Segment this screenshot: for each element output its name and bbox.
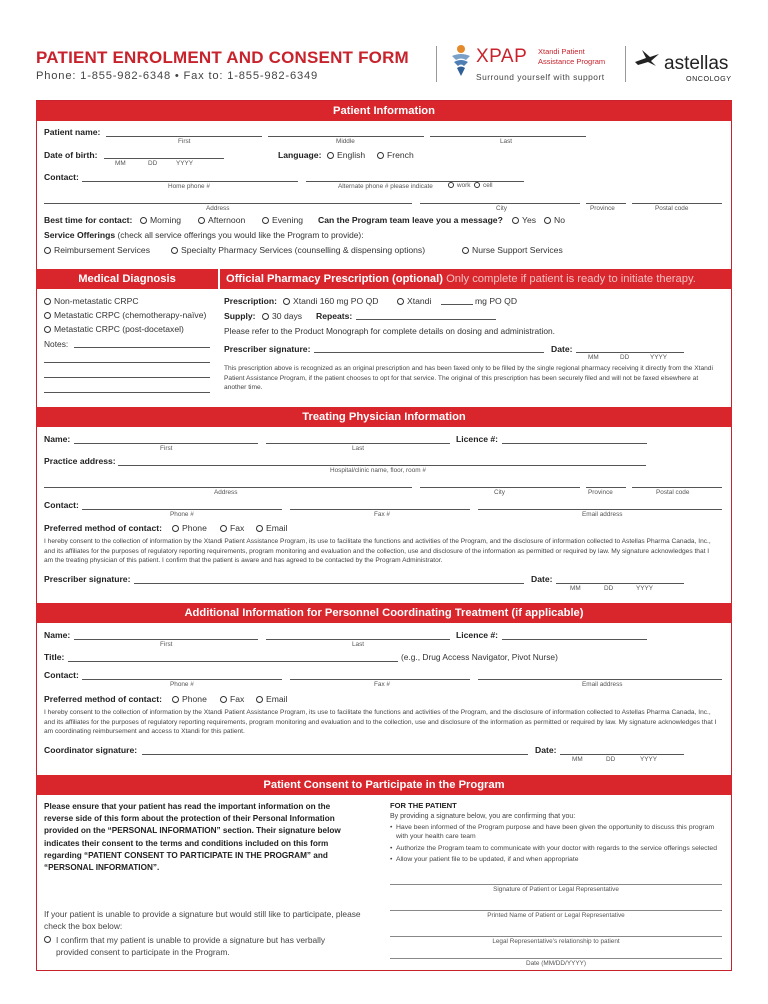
coordinator-date-label: Date: [535,745,557,755]
personnel-consent-text: I hereby consent to the collection of information by the Xtandi Patient Assistance Program, its use to facilitate the functions and activities of the Program, and the disclosure of information collected to Astellas Pharma Canada, Inc., and its affiliates for the purposes of regulatory reporting requirements, program monitoring and evaluation and to the collection, use and disclosure of the information as permitted or required by law. My signature acknowledges that I am coordinating reimbursement and access to Xtandi for this patient. [44,709,717,735]
physician-city-field[interactable] [420,487,580,488]
prescription-label: Prescription: [224,296,278,306]
physician-date-label: Date: [531,574,553,584]
alt-work-radio[interactable]: work [448,182,471,189]
rx-mm: MM [588,354,599,361]
personnel-email-field[interactable] [478,679,722,680]
service-reimbursement-checkbox[interactable]: Reimbursement Services [44,245,150,255]
physician-consent-text: I hereby consent to the collection of information by the Xtandi Patient Assistance Program, its use to facilitate the functions and activities of the Program, and the disclosure of information collected to Astellas Pharma Canada, Inc., and its affiliates for the purposes of regulatory reporting requirements, program monitoring and evaluation and the collection, use and disclosure of the information as permitted or required by law. My signature acknowledges that I am the treating physician of this patient. I confirm that the patient is aware and has agreed to be contacted by the Program Administrator. [44,538,711,564]
coordinator-signature-label: Coordinator signature: [44,745,138,755]
physician-contact-label: Contact: [44,500,79,510]
relationship-caption: Legal Representative's relationship to patient [492,938,620,945]
rx-mg-po-qd: mg PO QD [475,296,518,306]
best-time-evening-radio[interactable]: Evening [262,215,303,225]
dob-yyyy-caption: YYYY [176,160,194,167]
notes-line-4[interactable] [44,392,210,393]
physician-last-name-field[interactable] [266,443,450,444]
service-offerings-line [44,230,364,240]
physician-province-caption: Province [588,489,613,496]
physician-phone-caption: Phone # [170,511,194,518]
patient-first-name-field[interactable] [106,136,262,137]
patient-printed-name-field[interactable] [390,910,722,911]
personnel-pref-label: Preferred method of contact: [44,694,162,704]
practice-hospital-field[interactable] [118,465,646,466]
patient-name-label: Patient name: [44,127,101,137]
notes-label: Notes: [44,339,69,349]
home-phone-caption: Home phone # [168,183,210,190]
leave-message-label: Can the Program team leave you a message? [318,215,503,225]
consent-bullet-3: • Allow your patient file to be updated, if and when appropriate [390,856,720,865]
header-divider-2 [625,46,626,82]
hospital-caption: Hospital/clinic name, floor, room # [330,467,426,474]
physician-email-caption: Email address [582,511,623,518]
personnel-licence-field[interactable] [502,639,647,640]
dob-label: Date of birth: [44,150,98,160]
patient-postal-field[interactable] [632,203,722,204]
middle-caption: Middle [336,138,355,145]
leave-message-yes-radio[interactable]: Yes [512,215,536,225]
rx-yyyy: YYYY [650,354,668,361]
personnel-title-label: Title: [44,652,65,662]
repeats-label: Repeats: [316,311,353,321]
physician-licence-label: Licence #: [456,434,499,444]
home-phone-field[interactable] [82,181,298,182]
last-caption: Last [500,138,513,145]
patient-city-field[interactable] [420,203,580,204]
xpap-figure-icon [448,44,474,78]
personnel-title-example: (e.g., Drug Access Navigator, Pivot Nurse) [401,652,558,662]
physician-signature-field[interactable] [134,583,524,584]
best-time-morning-radio[interactable]: Morning [140,215,181,225]
consent-instruction: Please ensure that your patient has read the important information on the reverse side of this form about the protection of their Personal Information provided on the “PERSONAL INFORMATION” section. Their signature below indicates their consent to the terms and conditions included on this form regarding “PATIENT CONSENT TO PARTICIPATE IN THE PROGRAM” and “PERSONAL INFORMATION”. [44,802,341,873]
province-caption: Province [590,205,615,212]
xpap-logo: XPAP [476,46,528,67]
best-time-label: Best time for contact: [44,215,133,225]
diagnosis-metastatic-naive-radio[interactable]: Metastatic CRPC (chemotherapy-naïve) [44,310,206,320]
notes-line-2[interactable] [44,362,210,363]
patient-province-field[interactable] [586,203,626,204]
city-caption: City [496,205,508,212]
personnel-email-caption: Email address [582,681,623,688]
prescriber-signature-field[interactable] [314,352,544,353]
patient-middle-name-field[interactable] [268,136,424,137]
personnel-title-field[interactable] [68,661,398,662]
dob-dd-caption: DD [148,160,158,167]
physician-province-field[interactable] [586,487,626,488]
physician-pref-fax-radio[interactable]: Fax [220,523,244,533]
rx-dd: DD [620,354,630,361]
consent-date-field[interactable] [390,958,722,959]
rx-date-field[interactable] [576,352,684,353]
dob-field[interactable] [104,158,224,159]
header-divider [436,46,437,82]
supply-30-days-radio[interactable]: 30 days [262,311,302,321]
personnel-phone-caption: Phone # [170,681,194,688]
language-french-radio[interactable]: French [377,150,428,160]
xpap-sub1: Xtandi Patient [538,47,585,56]
section-treating-physician: Treating Physician Information [36,407,732,427]
supply-label: Supply: [224,311,256,321]
physician-name-label: Name: [44,434,71,444]
physician-city-caption: City [494,489,506,496]
personnel-pref-phone-radio[interactable]: Phone [172,694,207,704]
service-offerings-label: Service Offerings [44,230,116,240]
section-medical-diagnosis: Medical Diagnosis [36,269,218,289]
by-signing-note: By providing a signature below, you are confirming that you: [390,813,576,820]
personnel-licence-label: Licence #: [456,630,499,640]
phys-yyyy: YYYY [636,585,654,592]
personnel-last-caption: Last [352,641,365,648]
xpap-tagline: Surround yourself with support [476,72,605,82]
notes-line-3[interactable] [44,377,210,378]
physician-address-field[interactable] [44,487,412,488]
consent-verbal-checkbox[interactable]: I confirm that my patient is unable to provide a signature but has verbally provided consent to participate in the Program. [44,934,356,958]
physician-fax-field[interactable] [290,509,470,510]
personnel-pref-fax-radio[interactable]: Fax [220,694,244,704]
repeats-field[interactable] [356,319,496,320]
coordinator-signature-field[interactable] [142,754,528,755]
language-english-radio[interactable]: English [327,150,379,160]
physician-phone-field[interactable] [82,509,282,510]
physician-date-field[interactable] [556,583,684,584]
coord-mm: MM [572,756,583,763]
phys-dd: DD [604,585,614,592]
practice-address-label: Practice address: [44,456,116,466]
patient-signature-field[interactable] [390,884,722,885]
personnel-fax-caption: Fax # [374,681,390,688]
monograph-note: Please refer to the Product Monograph for complete details on dosing and administration. [224,326,556,336]
personnel-name-label: Name: [44,630,71,640]
xpap-sub2: Assistance Program [538,57,606,66]
coordinator-date-field[interactable] [560,754,684,755]
consent-bullets [390,824,720,865]
astellas-sub: ONCOLOGY [686,74,732,83]
physician-email-field[interactable] [478,509,722,510]
rx-xtandi-custom-radio[interactable]: Xtandi [397,296,431,306]
consent-bullet-2: • Authorize the Program team to communicate with your doctor with regards to the service offerings selected [390,845,720,854]
alt-cell-radio[interactable]: cell [474,182,493,189]
service-nurse-support-checkbox[interactable]: Nurse Support Services [462,245,563,255]
physician-pref-label: Preferred method of contact: [44,523,162,533]
alt-phone-caption: Alternate phone # please indicate [338,183,433,190]
diagnosis-metastatic-post-docetaxel-radio[interactable]: Metastatic CRPC (post-docetaxel) [44,324,184,334]
personnel-last-name-field[interactable] [266,639,450,640]
physician-first-caption: First [160,445,173,452]
legal-rep-relationship-field[interactable] [390,936,722,937]
consent-unable-note: If your patient is unable to provide a signature but would still like to participate, please check the box below: [44,909,361,931]
physician-pref-email-radio[interactable]: Email [256,523,288,533]
personnel-contact-label: Contact: [44,670,79,680]
diagnosis-non-metastatic-radio[interactable]: Non-metastatic CRPC [44,296,139,306]
personnel-first-caption: First [160,641,173,648]
language-label: Language: [278,150,322,160]
form-title: PATIENT ENROLMENT AND CONSENT FORM [36,48,409,67]
address-caption: Address [206,205,230,212]
physician-pref-phone-radio[interactable]: Phone [172,523,207,533]
personnel-phone-field[interactable] [82,679,282,680]
coord-yyyy: YYYY [640,756,658,763]
physician-postal-caption: Postal code [656,489,690,496]
section-personnel-coordinating: Additional Information for Personnel Coordinating Treatment (if applicable) [36,603,732,623]
notes-line-1[interactable] [74,347,210,348]
for-patient-heading: FOR THE PATIENT [390,801,457,810]
rx-xtandi-160-radio[interactable]: Xtandi 160 mg PO QD [283,296,379,306]
patient-last-name-field[interactable] [430,136,586,137]
service-offerings-note: (check all service offerings you would like the Program to provide): [117,230,364,240]
personnel-fax-field[interactable] [290,679,470,680]
section-patient-consent: Patient Consent to Participate in the Program [36,775,732,795]
rx-custom-dose-field[interactable] [441,304,473,305]
coord-dd: DD [606,756,616,763]
physician-first-name-field[interactable] [74,443,258,444]
personnel-pref-email-radio[interactable]: Email [256,694,288,704]
personnel-first-name-field[interactable] [74,639,258,640]
postal-caption: Postal code [655,205,689,212]
consent-date-caption: Date (MM/DD/YYYY) [525,960,586,967]
astellas-star-icon [634,49,660,67]
first-caption: First [178,138,191,145]
consent-bullet-1: • Have been informed of the Program purpose and have been given the opportunity to discuss this program with your health care team [390,824,720,842]
dob-mm-caption: MM [115,160,126,167]
phys-mm: MM [570,585,581,592]
section-patient-information: Patient Information [36,101,732,121]
prescription-disclaimer: This prescription above is recognized as an original prescription and has been faxed only to be filled by the single regional pharmacy receiving it directly from the Xtandi Patient Assistance Program, if the patient chooses to opt for that service. The original of this prescription has been securely filed and will not be faxed elsewhere at another time. [224,365,713,391]
prescriber-signature-label: Prescriber signature: [224,344,311,354]
physician-address-caption: Address [214,489,238,496]
physician-fax-caption: Fax # [374,511,390,518]
patient-address-field[interactable] [44,203,412,204]
leave-message-no-radio[interactable]: No [544,215,565,225]
physician-postal-field[interactable] [632,487,722,488]
section-pharmacy-prescription: Official Pharmacy Prescription (optional) Only complete if patient is ready to initiate therapy. [220,269,732,289]
patient-signature-caption: Signature of Patient or Legal Representative [493,886,619,893]
rx-date-label: Date: [551,344,573,354]
contact-phone-fax: Phone: 1-855-982-6348 • Fax to: 1-855-982-6349 [36,70,319,82]
best-time-afternoon-radio[interactable]: Afternoon [198,215,245,225]
physician-licence-field[interactable] [502,443,647,444]
physician-last-caption: Last [352,445,365,452]
contact-label: Contact: [44,172,79,182]
service-specialty-pharmacy-checkbox[interactable]: Specialty Pharmacy Services (counselling & dispensing options) [171,245,425,255]
physician-signature-label: Prescriber signature: [44,574,131,584]
astellas-logo: astellas [664,53,729,74]
printed-name-caption: Printed Name of Patient or Legal Representative [487,912,625,919]
